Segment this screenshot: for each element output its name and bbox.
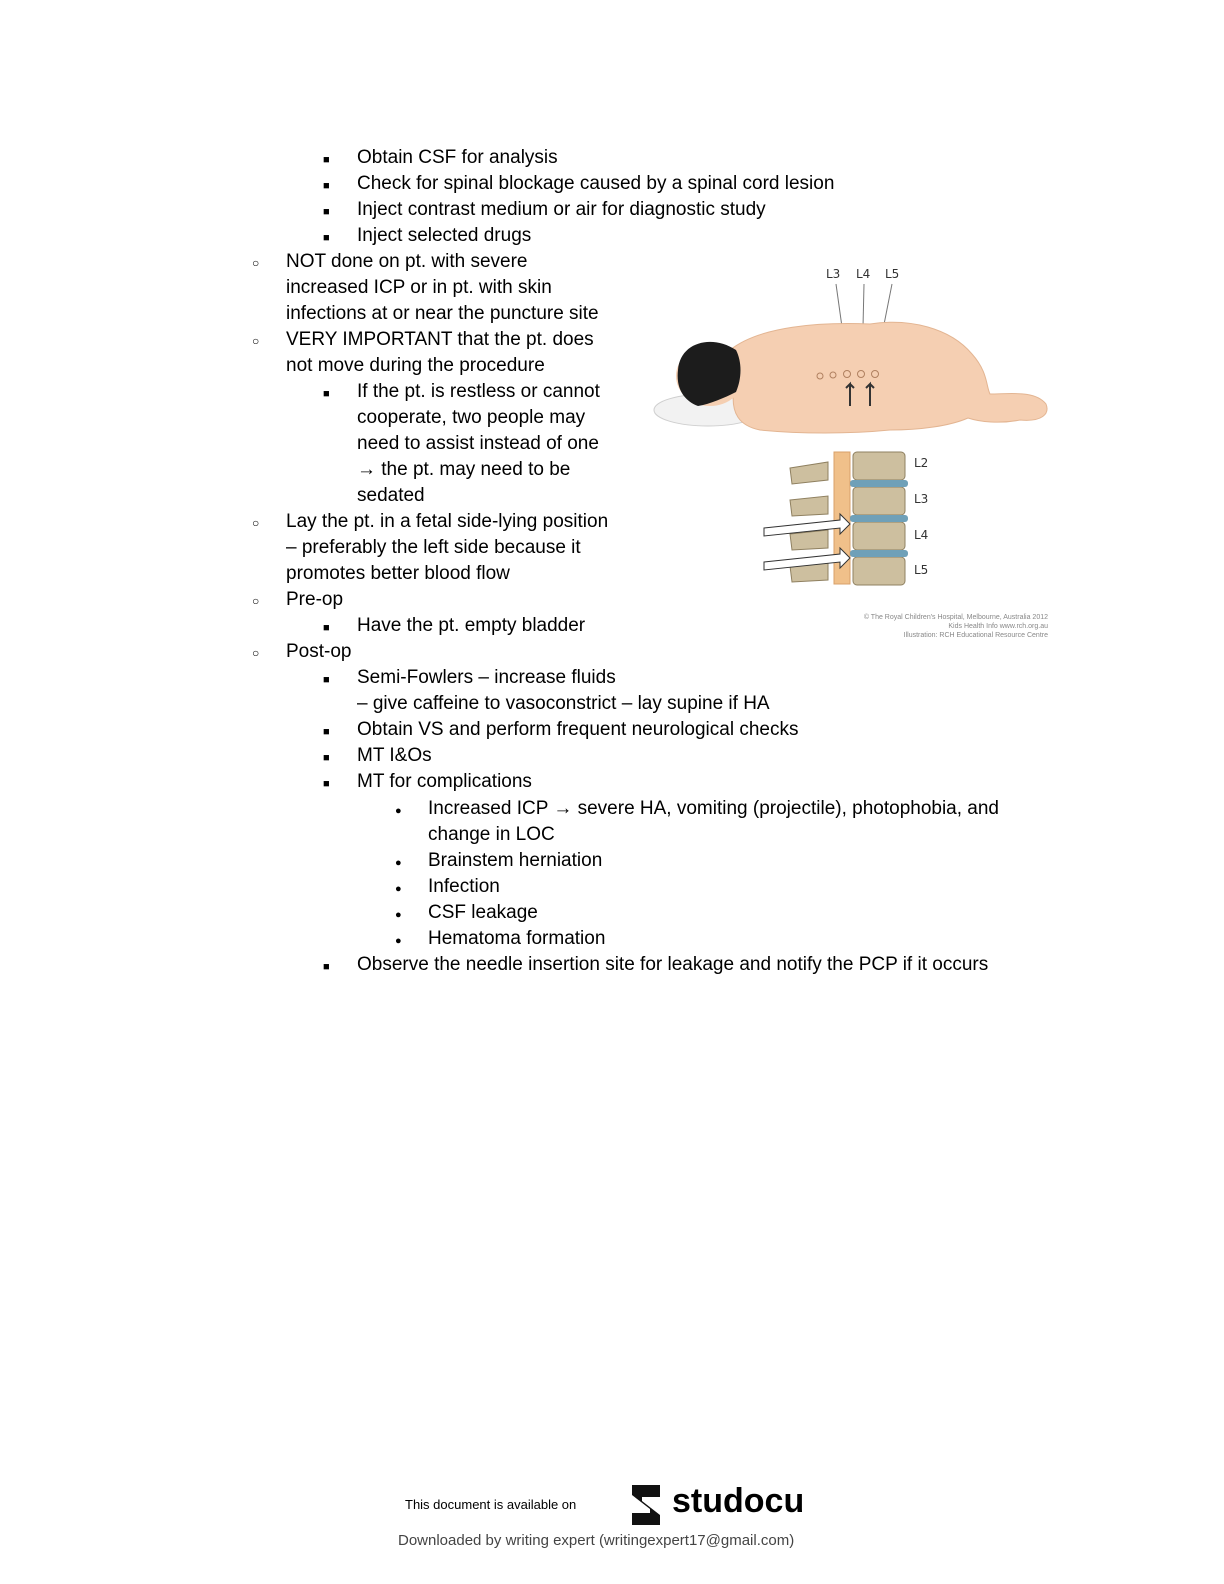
vertebra-label-side: L5 bbox=[914, 563, 929, 577]
list-item-continuation: not move during the procedure bbox=[286, 355, 545, 376]
vertebral-bodies bbox=[850, 452, 908, 585]
list-item: Obtain CSF for analysis bbox=[357, 147, 558, 168]
square-bullet-icon bbox=[323, 145, 330, 173]
patient-body bbox=[730, 322, 1047, 433]
list-item-continuation: cooperate, two people may bbox=[357, 407, 586, 428]
dot-bullet-icon bbox=[395, 926, 402, 954]
circle-bullet-icon bbox=[252, 249, 259, 276]
circle-bullet-icon bbox=[252, 327, 259, 354]
studocu-wordmark[interactable]: studocu bbox=[672, 1482, 805, 1520]
list-item: Hematoma formation bbox=[428, 928, 606, 949]
square-bullet-icon bbox=[323, 743, 330, 771]
list-item-continuation: increased ICP or in pt. with skin bbox=[286, 277, 552, 298]
list-item: Inject selected drugs bbox=[357, 225, 532, 246]
image-credit: © The Royal Children's Hospital, Melbourne, Australia 2012 bbox=[863, 614, 1048, 621]
list-item-continuation: infections at or near the puncture site bbox=[286, 303, 599, 324]
vertebra-label-side: L4 bbox=[914, 528, 929, 542]
circle-bullet-icon bbox=[252, 509, 259, 536]
square-bullet-icon bbox=[323, 665, 330, 693]
list-item-continuation: sedated bbox=[357, 485, 425, 506]
square-bullet-icon bbox=[323, 613, 330, 641]
square-bullet-icon bbox=[323, 197, 330, 225]
list-item: MT I&Os bbox=[357, 745, 432, 766]
list-item: Semi-Fowlers – increase fluids bbox=[357, 667, 616, 688]
vertebra-label-side: L3 bbox=[914, 492, 929, 506]
image-credit: Illustration: RCH Educational Resource Centre bbox=[903, 632, 1048, 639]
vertebra-label-top: L4 bbox=[856, 267, 871, 281]
list-item: CSF leakage bbox=[428, 902, 538, 923]
list-item: Have the pt. empty bladder bbox=[357, 615, 586, 636]
list-item: NOT done on pt. with severe bbox=[286, 251, 528, 272]
list-item: Lay the pt. in a fetal side-lying position bbox=[286, 511, 609, 532]
list-item-continuation: change in LOC bbox=[428, 824, 555, 845]
square-bullet-icon bbox=[323, 717, 330, 745]
list-item: Obtain VS and perform frequent neurological checks bbox=[357, 719, 799, 740]
square-bullet-icon bbox=[323, 769, 330, 797]
vertebra-label-top: L3 bbox=[826, 267, 841, 281]
dot-bullet-icon bbox=[395, 900, 402, 928]
list-item-continuation: → the pt. may need to be bbox=[357, 459, 571, 480]
list-item-continuation: promotes better blood flow bbox=[286, 563, 510, 584]
list-item: Post-op bbox=[286, 641, 352, 662]
list-item-continuation: need to assist instead of one bbox=[357, 433, 599, 454]
vertebra-label-side: L2 bbox=[914, 456, 929, 470]
list-item: MT for complications bbox=[357, 771, 532, 792]
dot-bullet-icon bbox=[395, 848, 402, 876]
list-item: If the pt. is restless or cannot bbox=[357, 381, 600, 402]
list-item: Inject contrast medium or air for diagnostic study bbox=[357, 199, 766, 220]
circle-bullet-icon bbox=[252, 639, 259, 666]
list-item: VERY IMPORTANT that the pt. does bbox=[286, 329, 594, 350]
footer-availability-text: This document is available on bbox=[405, 1497, 577, 1512]
square-bullet-icon bbox=[323, 379, 330, 407]
footer-download-text: Downloaded by writing expert (writingexpert17@gmail.com) bbox=[398, 1532, 795, 1549]
list-item: Observe the needle insertion site for leakage and notify the PCP if it occurs bbox=[357, 954, 989, 975]
list-item: Check for spinal blockage caused by a spinal cord lesion bbox=[357, 173, 835, 194]
vertebra-label-top: L5 bbox=[885, 267, 900, 281]
list-item: Brainstem herniation bbox=[428, 850, 603, 871]
dot-bullet-icon bbox=[395, 874, 402, 902]
square-bullet-icon bbox=[323, 171, 330, 199]
circle-bullet-icon bbox=[252, 587, 259, 614]
list-item: Infection bbox=[428, 876, 500, 897]
list-item: Pre-op bbox=[286, 589, 344, 610]
square-bullet-icon bbox=[323, 952, 330, 980]
list-item: Increased ICP → severe HA, vomiting (projectile), photophobia, and bbox=[428, 798, 1000, 819]
square-bullet-icon bbox=[323, 223, 330, 251]
lumbar-puncture-illustration bbox=[650, 258, 1054, 648]
list-item-continuation: – give caffeine to vasoconstrict – lay supine if HA bbox=[357, 693, 770, 714]
dot-bullet-icon bbox=[395, 796, 402, 824]
list-item-continuation: – preferably the left side because it bbox=[286, 537, 581, 558]
image-credit: Kids Health Info www.rch.org.au bbox=[948, 623, 1048, 630]
